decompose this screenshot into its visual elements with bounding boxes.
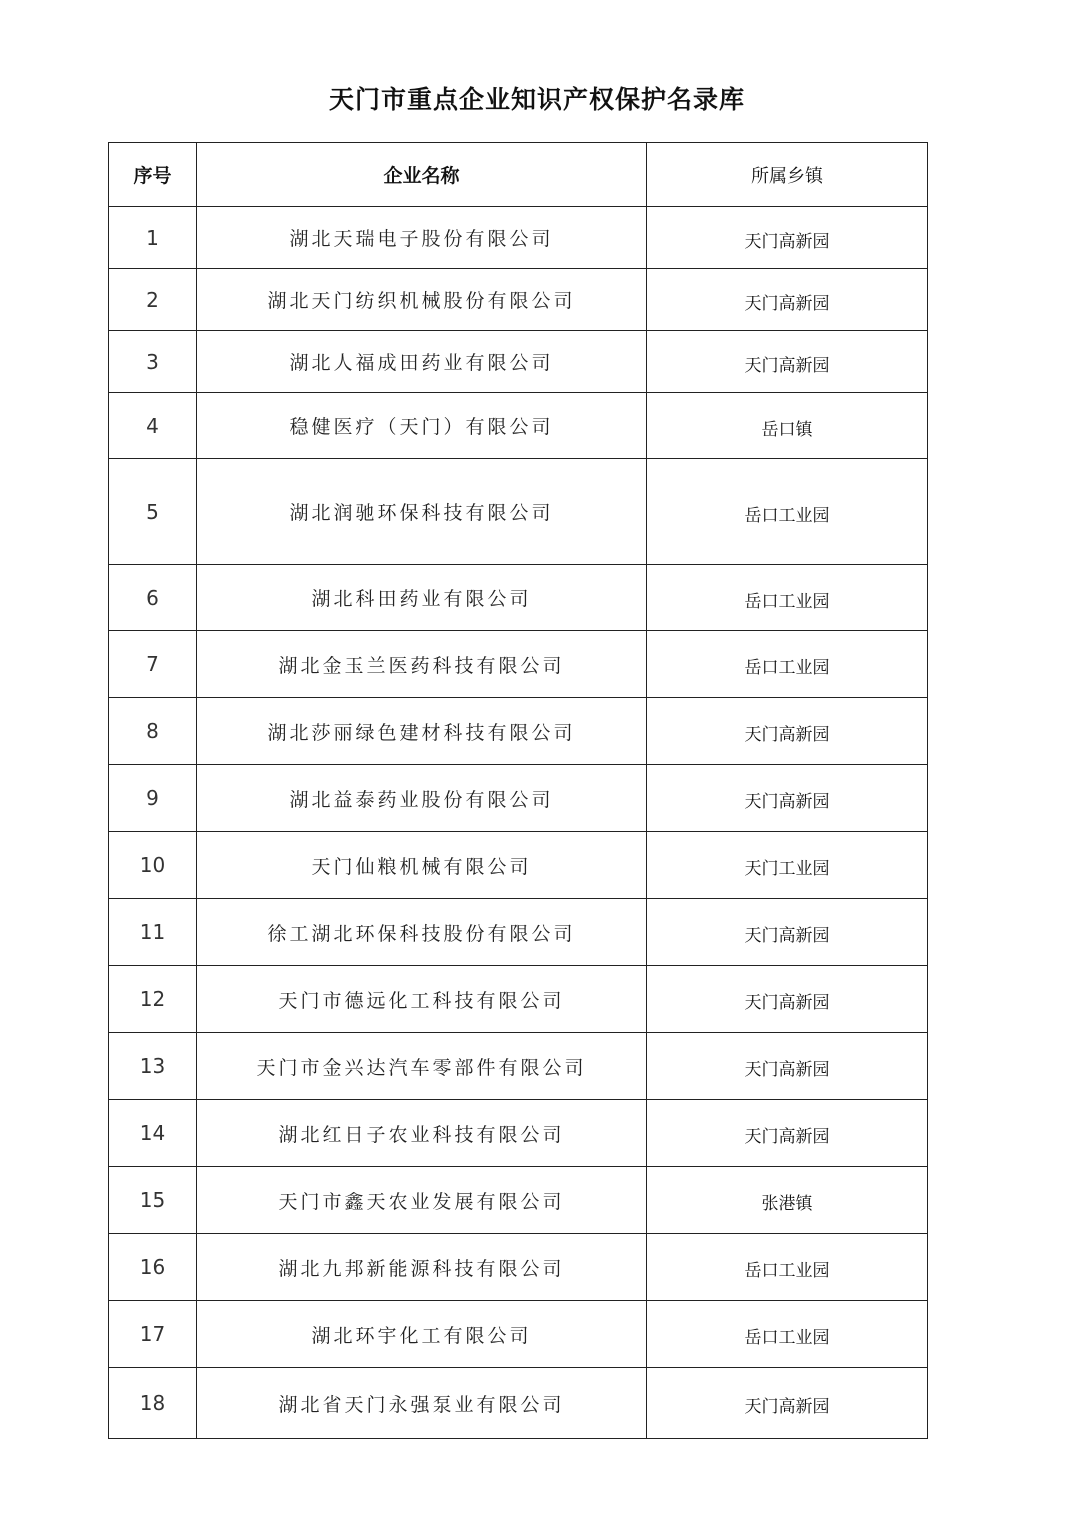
table-header-row xyxy=(109,143,928,207)
table-row xyxy=(109,1301,928,1368)
table-row xyxy=(109,765,928,832)
header-name: 企业名称 xyxy=(197,143,647,207)
table-row xyxy=(109,565,928,631)
enterprise-name: 湖北天门纺织机械股份有限公司 xyxy=(197,269,647,331)
row-number: 12 xyxy=(109,966,197,1033)
row-number: 16 xyxy=(109,1234,197,1301)
row-number: 1 xyxy=(109,207,197,269)
page-title: 天门市重点企业知识产权保护名录库 xyxy=(328,85,745,114)
enterprise-name: 湖北益泰药业股份有限公司 xyxy=(197,765,647,832)
enterprise-name: 湖北人福成田药业有限公司 xyxy=(197,331,647,393)
table-row xyxy=(109,631,928,698)
enterprise-name: 湖北莎丽绿色建材科技有限公司 xyxy=(197,698,647,765)
table-row xyxy=(109,1100,928,1167)
township: 天门高新园 xyxy=(647,1100,928,1167)
enterprise-name: 湖北红日子农业科技有限公司 xyxy=(197,1100,647,1167)
row-number: 17 xyxy=(109,1301,197,1368)
township: 天门高新园 xyxy=(647,269,928,331)
township: 天门高新园 xyxy=(647,207,928,269)
row-number: 11 xyxy=(109,899,197,966)
row-number: 14 xyxy=(109,1100,197,1167)
township: 岳口工业园 xyxy=(647,1301,928,1368)
table-row xyxy=(109,459,928,565)
enterprise-name: 稳健医疗（天门）有限公司 xyxy=(197,393,647,459)
row-number: 4 xyxy=(109,393,197,459)
table-row xyxy=(109,966,928,1033)
table-row xyxy=(109,207,928,269)
enterprise-name: 湖北科田药业有限公司 xyxy=(197,565,647,631)
enterprise-name: 湖北天瑞电子股份有限公司 xyxy=(197,207,647,269)
row-number: 13 xyxy=(109,1033,197,1100)
row-number: 5 xyxy=(109,459,197,565)
enterprise-name: 湖北金玉兰医药科技有限公司 xyxy=(197,631,647,698)
enterprise-name: 湖北九邦新能源科技有限公司 xyxy=(197,1234,647,1301)
row-number: 2 xyxy=(109,269,197,331)
table-row xyxy=(109,832,928,899)
table-row xyxy=(109,269,928,331)
enterprise-name: 天门市金兴达汽车零部件有限公司 xyxy=(197,1033,647,1100)
header-num: 序号 xyxy=(109,143,197,207)
township: 张港镇 xyxy=(647,1167,928,1234)
township: 岳口工业园 xyxy=(647,459,928,565)
township: 天门工业园 xyxy=(647,832,928,899)
township: 天门高新园 xyxy=(647,1033,928,1100)
row-number: 15 xyxy=(109,1167,197,1234)
table-row xyxy=(109,331,928,393)
enterprise-name: 湖北环宇化工有限公司 xyxy=(197,1301,647,1368)
township: 天门高新园 xyxy=(647,765,928,832)
header-town: 所属乡镇 xyxy=(647,143,928,207)
enterprise-name: 湖北润驰环保科技有限公司 xyxy=(197,459,647,565)
township: 岳口工业园 xyxy=(647,1234,928,1301)
enterprise-name: 天门市鑫天农业发展有限公司 xyxy=(197,1167,647,1234)
enterprise-name: 天门仙粮机械有限公司 xyxy=(197,832,647,899)
enterprise-name: 湖北省天门永强泵业有限公司 xyxy=(197,1368,647,1439)
row-number: 18 xyxy=(109,1368,197,1439)
table-row xyxy=(109,1368,928,1439)
township: 天门高新园 xyxy=(647,698,928,765)
row-number: 8 xyxy=(109,698,197,765)
row-number: 6 xyxy=(109,565,197,631)
table-row xyxy=(109,698,928,765)
township: 天门高新园 xyxy=(647,331,928,393)
township: 岳口工业园 xyxy=(647,631,928,698)
table-row xyxy=(109,899,928,966)
township: 岳口工业园 xyxy=(647,565,928,631)
enterprise-name: 徐工湖北环保科技股份有限公司 xyxy=(197,899,647,966)
row-number: 10 xyxy=(109,832,197,899)
enterprise-name: 天门市德远化工科技有限公司 xyxy=(197,966,647,1033)
township: 天门高新园 xyxy=(647,966,928,1033)
township: 天门高新园 xyxy=(647,899,928,966)
row-number: 3 xyxy=(109,331,197,393)
township: 天门高新园 xyxy=(647,1368,928,1439)
table-row xyxy=(109,1234,928,1301)
table-row xyxy=(109,393,928,459)
enterprise-table xyxy=(108,142,928,1439)
row-number: 9 xyxy=(109,765,197,832)
table-row xyxy=(109,1033,928,1100)
row-number: 7 xyxy=(109,631,197,698)
township: 岳口镇 xyxy=(647,393,928,459)
table-row xyxy=(109,1167,928,1234)
